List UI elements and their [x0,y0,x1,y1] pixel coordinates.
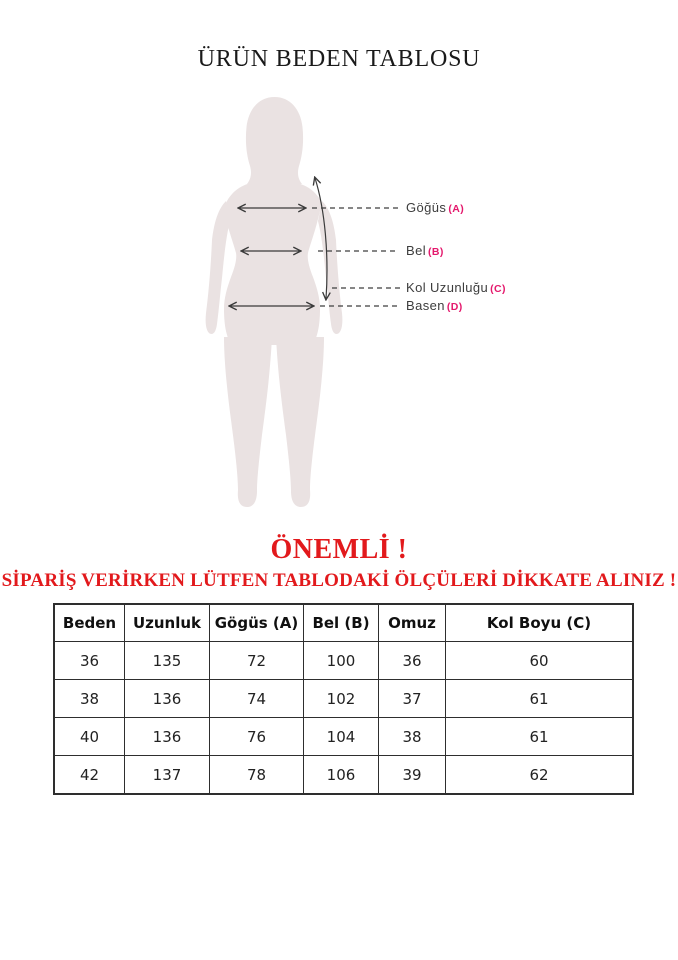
hip-label-letter: (D) [446,301,463,313]
table-cell: 38 [379,718,446,756]
table-cell: 42 [54,756,125,795]
table-cell: 36 [379,642,446,680]
table-row [54,756,633,795]
table-cell: 78 [210,756,304,795]
header-bel: Bel (B) [304,604,379,642]
arm-length-label [406,281,506,296]
table-cell: 61 [446,680,634,718]
size-table [53,603,634,795]
table-cell: 37 [379,680,446,718]
waist-label-letter: (B) [428,246,444,258]
waist-label-text: Bel [406,243,426,258]
table-cell: 72 [210,642,304,680]
size-table-body [54,642,633,795]
table-cell: 135 [125,642,210,680]
header-uzunluk: Uzunluk [125,604,210,642]
waist-label [406,244,444,259]
table-row [54,680,633,718]
chest-label-text: Göğüs [406,200,447,215]
hip-label [406,299,463,314]
table-cell: 100 [304,642,379,680]
table-row [54,642,633,680]
arm-length-label-text: Kol Uzunluğu [406,280,489,295]
table-cell: 74 [210,680,304,718]
table-cell: 102 [304,680,379,718]
header-omuz: Omuz [379,604,446,642]
page-title: ÜRÜN BEDEN TABLOSU [197,46,481,72]
table-cell: 36 [54,642,125,680]
table-cell: 136 [125,718,210,756]
table-cell: 60 [446,642,634,680]
arm-length-label-letter: (C) [490,283,506,295]
table-cell: 136 [125,680,210,718]
size-table-head [54,604,633,642]
header-beden: Beden [54,604,125,642]
table-cell: 38 [54,680,125,718]
header-row [54,604,633,642]
table-cell: 106 [304,756,379,795]
table-cell: 39 [379,756,446,795]
hip-label-text: Basen [406,298,445,313]
important-subheading: SİPARİŞ VERİRKEN LÜTFEN TABLODAKİ ÖLÇÜLERİ DİKKATE ALINIZ ! [1,570,677,591]
table-cell: 62 [446,756,634,795]
chest-label-letter: (A) [448,203,465,215]
table-row [54,718,633,756]
table-cell: 61 [446,718,634,756]
female-silhouette [206,97,343,507]
important-heading: ÖNEMLİ ! [270,534,408,565]
table-cell: 40 [54,718,125,756]
header-kol-boyu: Kol Boyu (C) [446,604,634,642]
header-gogus: Gögüs (A) [210,604,304,642]
table-cell: 137 [125,756,210,795]
body-measurement-diagram [180,85,510,515]
table-cell: 76 [210,718,304,756]
chest-label [406,201,464,216]
table-cell: 104 [304,718,379,756]
